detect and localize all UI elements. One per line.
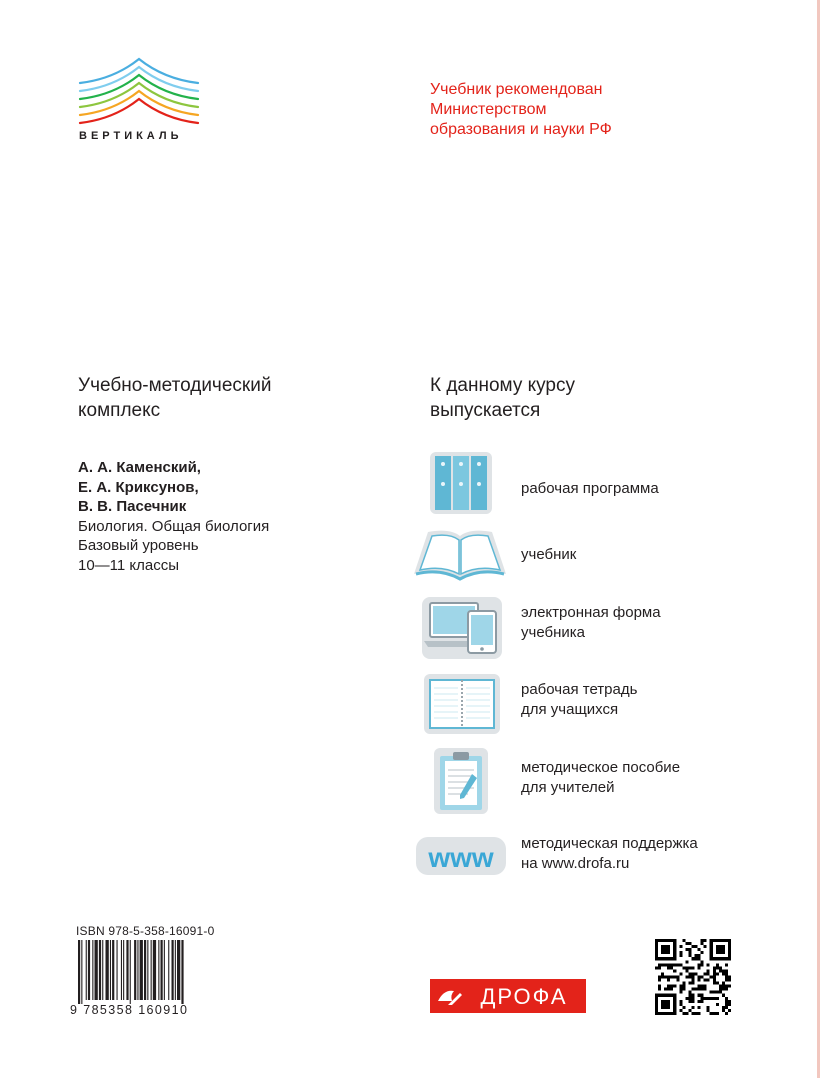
qr-module xyxy=(698,1012,701,1015)
barcode-bar xyxy=(117,940,118,1000)
barcode-bar xyxy=(95,940,98,1000)
book-info xyxy=(78,458,269,575)
qr-module xyxy=(673,963,676,966)
qr-module xyxy=(713,1012,716,1015)
qr-module xyxy=(695,972,698,975)
barcode-bar xyxy=(137,940,138,1000)
qr-module xyxy=(722,994,725,997)
qr-module xyxy=(673,939,676,960)
qr-module xyxy=(695,945,698,948)
qr-module xyxy=(688,991,691,994)
qr-module xyxy=(676,979,679,982)
book-grades: 10—11 классы xyxy=(78,556,180,574)
qr-module xyxy=(725,997,728,1000)
qr-module xyxy=(688,966,691,969)
barcode-bar xyxy=(181,940,183,1004)
qr-module xyxy=(667,985,670,988)
qr-module xyxy=(698,948,701,951)
course-item-label: методическое пособие xyxy=(521,759,681,776)
qr-module xyxy=(655,939,658,960)
qr-module xyxy=(716,972,719,975)
qr-module xyxy=(676,975,679,978)
qr-module xyxy=(710,1012,713,1015)
author-name: А. А. Каменский, xyxy=(78,459,201,476)
qr-module xyxy=(713,991,716,994)
qr-module xyxy=(710,939,713,960)
qr-module xyxy=(685,997,688,1000)
course-item-label: на www.drofa.ru xyxy=(521,855,630,872)
qr-module xyxy=(701,939,704,942)
qr-module xyxy=(655,994,658,1015)
qr-module xyxy=(658,985,661,988)
qr-module xyxy=(691,975,694,978)
qr-module xyxy=(688,994,691,997)
drofa-logo-icon xyxy=(430,979,586,1013)
qr-module xyxy=(725,969,728,972)
qr-module xyxy=(725,1006,728,1009)
qr-module xyxy=(698,994,701,997)
qr-module xyxy=(704,988,707,991)
qr-module xyxy=(707,997,710,1000)
qr-module xyxy=(698,985,701,988)
barcode-bar xyxy=(92,940,93,1000)
qr-module xyxy=(710,957,731,960)
qr-module xyxy=(664,988,667,991)
qr-module xyxy=(704,979,707,982)
qr-module xyxy=(688,1000,691,1003)
course-item-e-textbook xyxy=(410,595,770,661)
qr-module xyxy=(725,972,728,975)
clipboard-icon xyxy=(410,748,510,814)
qr-module xyxy=(701,963,704,966)
course-heading-line: К данному курсу xyxy=(430,375,575,396)
qr-module xyxy=(670,966,673,969)
qr-module xyxy=(707,963,710,966)
qr-module xyxy=(722,969,725,972)
qr-module xyxy=(682,966,685,969)
barcode-number: 9 785358 160910 xyxy=(70,1003,189,1017)
qr-module xyxy=(655,1012,676,1015)
qr-module xyxy=(670,975,673,978)
book-title: Биология. Общая биология xyxy=(78,517,270,535)
qr-module xyxy=(695,1012,698,1015)
qr-module xyxy=(691,1000,694,1003)
barcode-bar xyxy=(172,940,174,1000)
qr-module xyxy=(728,1000,731,1003)
qr-module xyxy=(707,972,710,975)
qr-module xyxy=(685,1012,688,1015)
barcode-bar xyxy=(106,940,109,1000)
barcode-bar xyxy=(121,940,122,1000)
qr-module xyxy=(658,966,661,969)
qr-module xyxy=(673,985,676,988)
qr-module xyxy=(667,963,670,966)
qr-module xyxy=(691,997,694,1000)
qr-module xyxy=(685,942,688,945)
barcode-bar xyxy=(168,940,169,1000)
qr-module xyxy=(713,966,716,969)
course-item-label: учебника xyxy=(521,624,585,641)
qr-module xyxy=(707,1006,710,1009)
qr-module xyxy=(691,966,694,969)
qr-module xyxy=(725,1003,728,1006)
barcode-bar xyxy=(86,940,87,1000)
barcode-bar xyxy=(164,940,165,1000)
qr-module xyxy=(722,985,725,988)
barcode-bar xyxy=(140,940,143,1000)
devices-icon xyxy=(410,595,510,661)
barcode-bar xyxy=(112,940,114,1000)
qr-module xyxy=(688,951,691,954)
qr-module xyxy=(679,972,682,975)
barcode-bar xyxy=(158,940,159,1000)
qr-module xyxy=(655,994,676,997)
qr-module xyxy=(673,994,676,1015)
barcode-bar xyxy=(161,940,163,1000)
qr-module xyxy=(676,963,679,966)
qr-module xyxy=(698,966,701,969)
ministry-recommendation xyxy=(430,80,612,140)
course-item-textbook xyxy=(410,522,770,588)
barcode-bar xyxy=(102,940,103,1000)
qr-module xyxy=(722,988,725,991)
qr-module xyxy=(682,982,685,985)
recommendation-line: Учебник рекомендован xyxy=(430,81,603,98)
qr-module xyxy=(701,960,704,963)
www-icon-text: www xyxy=(428,842,494,873)
barcode-bar xyxy=(88,940,90,1000)
author-name: В. В. Пасечник xyxy=(78,498,187,515)
course-item-workbook xyxy=(410,672,770,738)
qr-module xyxy=(728,1009,731,1012)
qr-module xyxy=(685,975,688,978)
qr-module xyxy=(716,991,719,994)
qr-module xyxy=(682,1006,685,1009)
qr-module xyxy=(701,997,704,1000)
barcode-bar xyxy=(110,940,111,1000)
book-level: Базовый уровень xyxy=(78,537,199,554)
qr-module xyxy=(691,945,694,948)
course-item-label: для учителей xyxy=(521,779,615,796)
qr-module xyxy=(725,985,728,988)
qr-module xyxy=(698,975,701,978)
qr-module xyxy=(661,963,664,966)
qr-module xyxy=(704,985,707,988)
qr-module xyxy=(707,979,710,982)
qr-module xyxy=(713,982,716,985)
qr-module xyxy=(713,972,716,975)
qr-module xyxy=(722,1006,725,1009)
barcode-bar xyxy=(130,940,131,1004)
qr-module xyxy=(679,991,682,994)
barcode-bar xyxy=(126,940,128,1000)
qr-module xyxy=(688,954,691,957)
barcode-bar xyxy=(123,940,124,1000)
qr-module xyxy=(701,985,704,988)
qr-module xyxy=(716,1003,719,1006)
qr-module xyxy=(685,966,688,969)
qr-module xyxy=(698,963,701,966)
qr-module xyxy=(701,951,704,954)
qr-module xyxy=(716,982,719,985)
qr-module xyxy=(710,939,731,942)
qr-module xyxy=(725,1012,728,1015)
qr-module xyxy=(670,988,673,991)
barcode-bar xyxy=(134,940,136,1000)
qr-module xyxy=(664,975,667,978)
barcode-icon xyxy=(76,940,224,1004)
qr-code-icon xyxy=(655,939,731,1015)
qr-module xyxy=(716,963,719,966)
qr-module xyxy=(716,1012,719,1015)
qr-module xyxy=(719,991,722,994)
qr-module xyxy=(679,1000,682,1003)
qr-module xyxy=(722,982,725,985)
qr-module xyxy=(658,963,661,966)
open-book-icon xyxy=(410,522,510,588)
course-heading xyxy=(430,373,575,423)
qr-module xyxy=(691,957,694,960)
qr-module xyxy=(698,988,701,991)
qr-module xyxy=(728,979,731,982)
qr-module xyxy=(713,969,716,972)
logo-series-name: ВЕРТИКАЛЬ xyxy=(79,130,183,142)
qr-module xyxy=(728,985,731,988)
qr-module xyxy=(701,988,704,991)
course-item-label: методическая поддержка xyxy=(521,835,698,852)
barcode-bar xyxy=(144,940,146,1000)
qr-module xyxy=(655,939,676,942)
qr-module xyxy=(698,1006,701,1009)
author-name: Е. А. Криксунов, xyxy=(78,478,199,496)
qr-module xyxy=(719,988,722,991)
qr-module xyxy=(664,963,667,966)
qr-module xyxy=(667,975,670,978)
course-heading-line: выпускается xyxy=(430,400,541,421)
course-item-label: электронная форма xyxy=(521,604,661,621)
umk-heading-line: комплекс xyxy=(78,400,161,421)
qr-module xyxy=(691,988,694,991)
qr-module xyxy=(704,945,707,948)
course-item-online-support xyxy=(410,823,770,889)
qr-module xyxy=(725,1000,728,1003)
qr-module xyxy=(691,994,694,997)
qr-module xyxy=(719,966,722,969)
qr-module xyxy=(679,963,682,966)
recommendation-line: образования и науки РФ xyxy=(430,121,612,138)
qr-module xyxy=(679,988,682,991)
qr-module xyxy=(716,997,719,1000)
qr-module xyxy=(673,975,676,978)
qr-module xyxy=(670,985,673,988)
course-item-program xyxy=(410,450,770,516)
qr-module xyxy=(685,960,688,963)
umk-heading-line: Учебно-методический xyxy=(78,375,272,396)
course-item-teacher-guide xyxy=(410,748,770,814)
qr-module xyxy=(679,1003,682,1006)
qr-module xyxy=(670,963,673,966)
barcode-bar xyxy=(78,940,80,1004)
qr-module xyxy=(719,969,722,972)
qr-module xyxy=(667,988,670,991)
qr-module xyxy=(710,975,713,978)
qr-module xyxy=(725,963,728,966)
qr-module xyxy=(691,979,694,982)
qr-module xyxy=(728,975,731,978)
qr-module xyxy=(682,939,685,942)
qr-module xyxy=(698,979,701,982)
qr-module xyxy=(658,979,661,982)
notebook-icon xyxy=(410,672,510,738)
qr-module xyxy=(679,945,682,948)
qr-module xyxy=(725,979,728,982)
qr-module xyxy=(685,969,688,972)
qr-module xyxy=(728,939,731,960)
barcode-bar xyxy=(99,940,101,1000)
qr-module xyxy=(710,991,713,994)
course-item-label: учебник xyxy=(521,546,577,563)
barcode-bar xyxy=(151,940,152,1000)
barcode-bar xyxy=(177,940,180,1000)
qr-module xyxy=(682,988,685,991)
barcode-bar xyxy=(147,940,148,1000)
umk-heading xyxy=(78,373,271,423)
qr-module xyxy=(695,957,698,960)
qr-module xyxy=(725,988,728,991)
qr-module xyxy=(661,945,670,954)
qr-module xyxy=(716,966,719,969)
qr-module xyxy=(688,948,691,951)
qr-module xyxy=(695,954,698,957)
qr-module xyxy=(713,997,716,1000)
barcode-bar xyxy=(175,940,176,1000)
qr-module xyxy=(682,1012,685,1015)
qr-module xyxy=(679,1009,682,1012)
qr-module xyxy=(688,942,691,945)
publisher-name: ДРОФА xyxy=(480,984,568,1009)
qr-module xyxy=(698,954,701,957)
qr-module xyxy=(688,982,691,985)
qr-module xyxy=(701,942,704,945)
qr-module xyxy=(688,972,691,975)
qr-module xyxy=(688,975,691,978)
qr-module xyxy=(704,972,707,975)
qr-module xyxy=(673,969,676,972)
qr-module xyxy=(725,975,728,978)
recommendation-line: Министерством xyxy=(430,101,547,118)
qr-module xyxy=(661,1000,670,1009)
qr-module xyxy=(713,979,716,982)
qr-module xyxy=(713,975,716,978)
qr-module xyxy=(728,1003,731,1006)
binders-icon xyxy=(410,450,510,516)
qr-module xyxy=(691,972,694,975)
qr-module xyxy=(679,954,682,957)
qr-module xyxy=(716,945,725,954)
qr-module xyxy=(701,975,704,978)
qr-module xyxy=(691,1006,694,1009)
qr-module xyxy=(679,985,682,988)
qr-module xyxy=(695,988,698,991)
barcode-bar xyxy=(81,940,82,1004)
qr-module xyxy=(707,1009,710,1012)
qr-module xyxy=(667,979,670,982)
qr-module xyxy=(688,1009,691,1012)
qr-module xyxy=(698,957,701,960)
barcode-bar xyxy=(153,940,156,1000)
qr-module xyxy=(722,972,725,975)
qr-module xyxy=(667,966,670,969)
qr-module xyxy=(719,985,722,988)
qr-module xyxy=(655,957,676,960)
course-item-label: для учащихся xyxy=(521,701,619,718)
qr-module xyxy=(661,975,664,978)
course-item-label: рабочая тетрадь xyxy=(521,681,638,698)
qr-module xyxy=(688,997,691,1000)
qr-module xyxy=(704,997,707,1000)
course-item-label: рабочая программа xyxy=(521,480,659,497)
qr-module xyxy=(707,969,710,972)
qr-module xyxy=(655,966,658,969)
qr-module xyxy=(701,1000,704,1003)
qr-module xyxy=(691,982,694,985)
www-icon xyxy=(410,823,510,889)
qr-module xyxy=(685,948,688,951)
qr-module xyxy=(704,939,707,942)
qr-module xyxy=(658,988,661,991)
qr-module xyxy=(691,1012,694,1015)
qr-module xyxy=(682,985,685,988)
qr-module xyxy=(722,1009,725,1012)
isbn-label: ISBN 978-5-358-16091-0 xyxy=(76,924,215,938)
qr-module xyxy=(679,951,682,954)
qr-module xyxy=(658,975,661,978)
qr-module xyxy=(710,997,713,1000)
qr-module xyxy=(698,1000,701,1003)
qr-module xyxy=(701,994,704,997)
qr-module xyxy=(661,972,664,975)
